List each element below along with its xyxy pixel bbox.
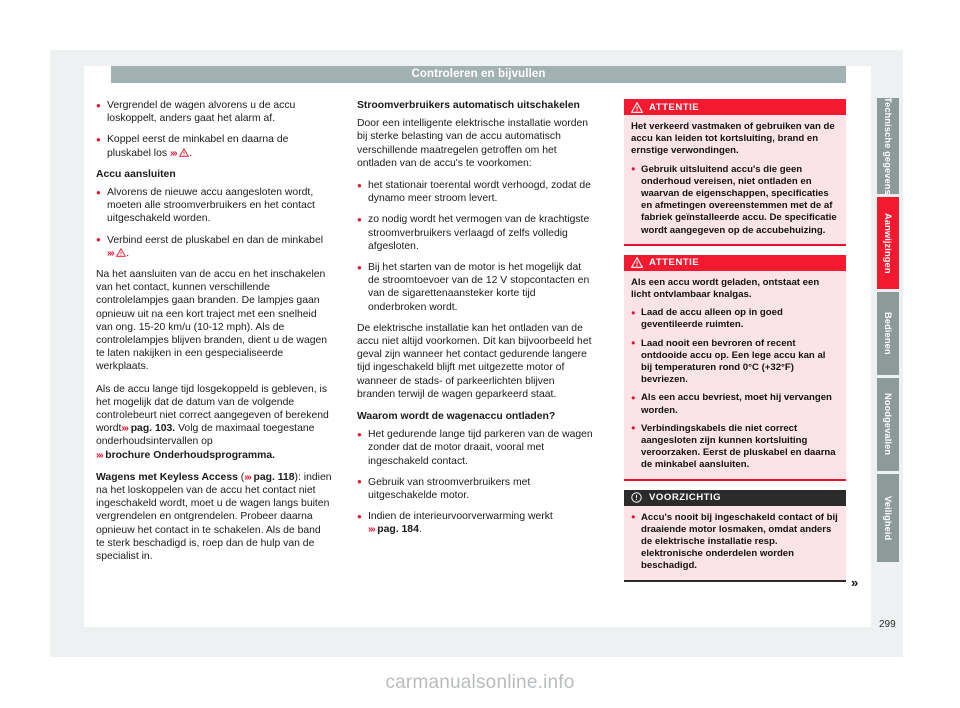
bullet-text: Koppel eerst de minkabel en daarna de pluskabel los [107, 134, 289, 159]
bullet-text: Het gedurende lange tijd parkeren van de wagen zonder dat de motor draait, vooral met ingeschakeld contact. [368, 429, 593, 467]
list-item [96, 186, 332, 226]
section-heading-auto-uitschakelen: Stroomverbruikers automatisch uitschakelen [357, 100, 580, 111]
bullet-text: het stationair toerental wordt verhoogd, zodat de dynamo meer stroom levert. [368, 180, 591, 205]
text-column-left [96, 99, 332, 572]
warning-box-body [624, 115, 846, 244]
notice-box-title: VOORZICHTIG [649, 492, 722, 504]
page-reference[interactable]: pag. 184 [377, 524, 419, 536]
cross-reference-chevron-icon: ››› [368, 524, 375, 536]
warning-box-header [624, 99, 846, 115]
tab-label: Technische gegevens [883, 97, 893, 195]
bullet-text: Bij het starten van de motor is het mogelijk dat de stroomtoevoer van de 12 V stopcontacten en van de sigarettenaansteker korte tijd onderbroken wordt. [368, 262, 590, 313]
paragraph-keyless-access: Wagens met Keyless Access (››› pag. 118): indien na het loskoppelen van de accu het contact niet ingeschakeld wordt, moet u de wagen langs buiten vergrendelen en ontgrendelen. Probeer daarna opnieuw het contact in te schakelen. Als de band te sterk beschadigd is, roep dan de hulp van de specialist in. [96, 471, 332, 563]
warning-bullet: ● Als een accu bevriest, moet hij vervangen worden. [631, 392, 839, 416]
warning-box-header [624, 255, 846, 271]
notice-box-header [624, 490, 846, 506]
warning-column-right [624, 99, 846, 591]
cross-reference-chevron-icon: ››› [121, 423, 128, 435]
continuation-chevron-icon: » [851, 575, 857, 590]
list-item [357, 510, 595, 536]
warning-bullet: ● Gebruik uitsluitend accu's die geen onderhoud vereisen, niet ontladen en waarvan de eigenschappen, specificaties en afmetingen overeenstemmen met de af fabriek geïnstalleerde accu. De specificatie wordt aangegeven op de accubehuizing. [631, 164, 839, 237]
list-item: ● Verbind eerst de pluskabel en dan de minkabel ››› . [96, 234, 332, 260]
tab-label: Noodgevallen [883, 393, 893, 456]
list-item [357, 179, 595, 205]
running-header-band [111, 66, 846, 83]
warning-box-rule [624, 479, 846, 481]
text-column-middle [357, 99, 595, 545]
page-reference[interactable]: pag. 118 [253, 471, 295, 483]
warning-triangle-icon [116, 248, 126, 257]
list-item: ● Koppel eerst de minkabel en daarna de pluskabel los ››› . [96, 133, 332, 159]
notice-box-voorzichtig [624, 490, 846, 582]
site-watermark: carmanualsonline.info [385, 672, 575, 693]
section-heading-accu-aansluiten: Accu aansluiten [96, 168, 176, 180]
bullet-text: Vergrendel de wagen alvorens u de accu loskoppelt, anders gaat het alarm af. [107, 100, 296, 125]
warning-box-title: ATTENTIE [649, 101, 700, 113]
bullet-text: Alvorens de nieuwe accu aangesloten wordt, moeten alle stroomverbruikers en het contact uitgeschakeld worden. [107, 187, 315, 225]
paragraph-control-lamps: Na het aansluiten van de accu en het inschakelen van het contact, kunnen verschillende controlelampjes gaan branden. De lampjes gaan opnieuw uit na een kort traject met een snelheid van ong. 15-20 km/u (10-12 mph). Als de controlelampjes blijven branden, dient u de wagen te laten nakijken in een gespecialiseerde werkplaats. [96, 269, 328, 373]
cross-reference-chevron-icon: ››› [169, 147, 177, 159]
tab-label: Aanwijzingen [883, 212, 893, 274]
period: . [418, 524, 422, 536]
list-item [357, 213, 595, 253]
notice-bullet: ● Accu's nooit bij ingeschakeld contact of bij draaiende motor losmaken, omdat anders de elektrische installatie resp. elektronische onderdelen worden beschadigd. [631, 512, 839, 573]
list-item [357, 428, 595, 468]
warning-box-attention-1 [624, 99, 846, 246]
paragraph-text-a: Als de accu lange tijd losgekoppeld is gebleven, is het mogelijk dat de datum van de volgende controlebeurt niet correct aangegeven of berekend wordt [96, 383, 329, 435]
bullet-text: Indien de interieurvoorverwarming werkt [368, 511, 553, 523]
list-item [357, 476, 595, 502]
tab-label: Bedienen [883, 312, 893, 355]
sidebar-item-bedienen[interactable] [877, 292, 899, 375]
list-item [357, 261, 595, 314]
page-reference[interactable]: pag. 103. [130, 423, 176, 435]
notice-box-rule [624, 580, 846, 582]
sidebar-item-technische-gegevens[interactable] [877, 98, 899, 194]
sidebar-item-aanwijzingen[interactable] [877, 197, 899, 289]
paragraph-service-interval [96, 383, 332, 462]
bullet-text: Gebruik van stroomverbruikers met uitgeschakelde motor. [368, 476, 531, 502]
warning-lead-text: Als een accu wordt geladen, ontstaat een licht ontvlambaar knalgas. [631, 276, 820, 301]
cross-reference-chevron-icon: ››› [244, 471, 251, 483]
warning-box-body [624, 271, 846, 479]
section-heading-waarom-ontladen: Waarom wordt de wagenaccu ontladen? [357, 411, 556, 423]
warning-box-rule [624, 244, 846, 246]
warning-triangle-icon [630, 102, 643, 113]
section-tabs [877, 98, 899, 565]
notice-circle-icon [630, 492, 643, 503]
warning-lead-text: Het verkeerd vastmaken of gebruiken van de accu kan leiden tot kortsluiting, brand en ernstige verwondingen. [631, 121, 835, 157]
warning-bullet: ● Verbindingskabels die niet correct aangesloten zijn kunnen kortsluiting veroorzaken. Eerst de pluskabel en daarna de minkabel aansluiten. [631, 423, 839, 472]
warning-box-attention-2 [624, 255, 846, 481]
sidebar-item-veiligheid[interactable] [877, 474, 899, 562]
page-number: 299 [879, 619, 896, 630]
paragraph-electrical-system: De elektrische installatie kan het ontladen van de accu niet altijd voorkomen. Dit kan bijvoorbeeld het geval zijn wanneer het contact gedurende langere tijd ingeschakeld blijft met uitgezette motor of wanneer de stads- of parkeerlichten blijven branden terwijl de wagen geparkeerd staat. [357, 322, 592, 400]
paragraph-text-b: Volg de maximaal toegestane onderhoudsintervallen op [96, 423, 315, 448]
list-item [96, 99, 332, 125]
sidebar-item-noodgevallen[interactable] [877, 378, 899, 471]
notice-box-body [624, 506, 846, 580]
paragraph-intro: Door een intelligente elektrische installatie worden bij sterke belasting van de accu automatisch verschillende maatregelen getroffen om het ontladen van de accu's te voorkomen: [357, 118, 589, 169]
bullet-text: Verbind eerst de pluskabel en dan de minkabel [107, 234, 324, 246]
tab-label: Veiligheid [883, 495, 893, 541]
keyless-body: ): indien na het loskoppelen van de accu het contact niet ingeschakeld wordt, moet u de wagen langs buiten vergrendelen en ontgrendelen. Probeer daarna opnieuw het contact in te schakelen. Als de band te sterk beschadigd is, roep dan de hulp van de specialist in. [96, 471, 332, 563]
warning-bullet: ● Laad de accu alleen op in goed geventileerde ruimten. [631, 307, 839, 331]
warning-box-title: ATTENTIE [649, 257, 700, 269]
cross-reference-chevron-icon: ››› [96, 449, 103, 461]
warning-triangle-icon [179, 148, 189, 157]
keyless-label: Wagens met Keyless Access [96, 471, 238, 483]
bullet-text: zo nodig wordt het vermogen van de krachtigste stroomverbruikers verlaagd of zelfs volledig afgesloten. [368, 214, 590, 252]
warning-triangle-icon [630, 257, 643, 268]
page-title: Controleren en bijvullen [411, 68, 546, 80]
warning-bullet: ● Laad nooit een bevroren of recent ontdooide accu op. Een lege accu kan al bij temperaturen rond 0°C (+32°F) bevriezen. [631, 338, 839, 387]
cross-reference-chevron-icon: ››› [107, 247, 114, 259]
brochure-reference[interactable]: brochure Onderhoudsprogramma. [105, 449, 276, 461]
